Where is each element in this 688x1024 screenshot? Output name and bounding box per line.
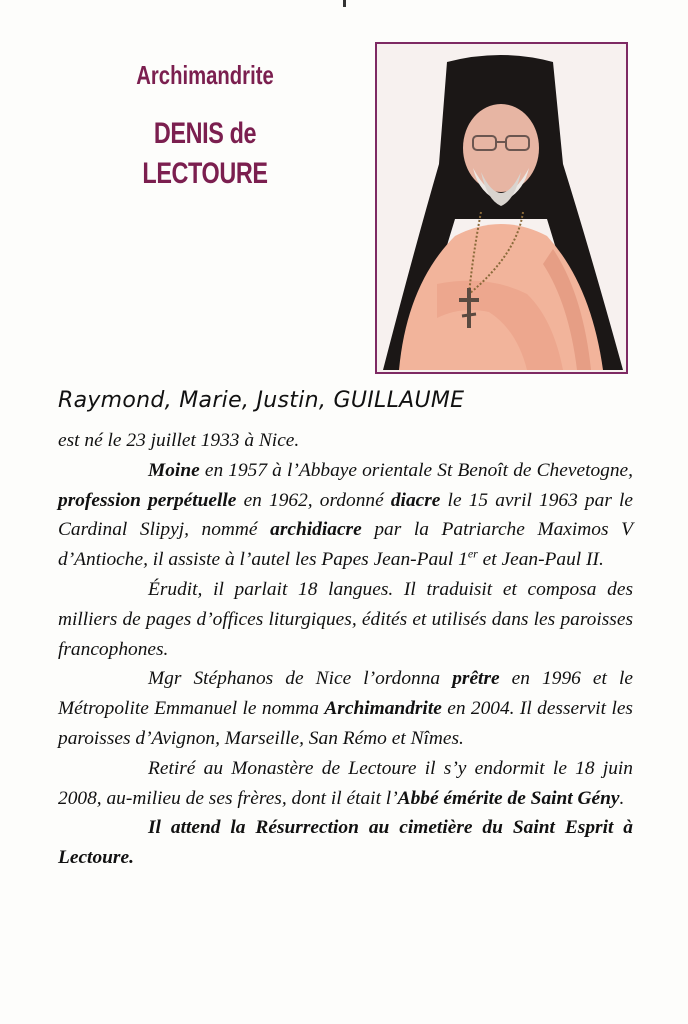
title-line-1: Archimandrite (136, 60, 274, 90)
text-run: et Jean-Paul II. (477, 549, 604, 571)
bold-term: diacre (390, 489, 441, 511)
bold-term: profession perpétuelle (58, 489, 237, 511)
paragraph-priesthood (58, 664, 633, 753)
text-run: en 1957 à l’Abbaye orientale St Benoît de Chevetogne, (199, 459, 633, 481)
paragraph-birth: est né le 23 juillet 1933 à Nice. (58, 430, 300, 451)
text-run: le 15 avril 1963 par le Cardinal Slipyj, nommé (58, 489, 634, 541)
bold-term: prêtre (452, 668, 500, 690)
bold-term: Il attend la Résurrection au cimetière du Saint Esprit à Lectoure. (58, 817, 633, 869)
bold-term: Archimandrite (324, 698, 442, 720)
text-run: en 1962, ordonné (236, 489, 391, 511)
bold-term: Moine (148, 459, 200, 481)
text-run: Mgr Stéphanos de Nice l’ordonna (148, 668, 453, 690)
title-line-2: DENIS de LECTOURE (142, 117, 268, 190)
full-name: Raymond, Marie, Justin, GUILLAUME (58, 388, 465, 413)
paragraph-scholarship: Érudit, il parlait 18 langues. Il traduisit et composa des milliers de pages d’offices liturgiques, édités et utilisés dans les paroisses francophones. (58, 578, 633, 660)
paragraph-monastic-life (58, 456, 633, 575)
text-run: en 2004. Il desservit les paroisses d’Avignon, Marseille, San Rémo et Nîmes. (58, 698, 633, 749)
text-run: en 1996 et le Métropolite Emmanuel le nomma (58, 668, 633, 720)
superscript: er (467, 546, 478, 561)
paragraph-retirement (58, 754, 633, 814)
portrait-photo (375, 42, 628, 374)
top-mark (343, 0, 346, 7)
text-run: . (619, 787, 625, 809)
text-run: par la Patriarche Maximos V d’Antioche, il assiste à l’autel les Papes Jean-Paul 1 (58, 519, 633, 571)
portrait-image (377, 44, 626, 372)
bold-term: Abbé émérite de Saint Gény (397, 787, 620, 809)
paragraph-resting-place (58, 813, 633, 873)
biography-text (58, 426, 633, 873)
title-block (92, 56, 318, 194)
text-run: Retiré au Monastère de Lectoure il s’y endormit le 18 juin 2008, au-milieu de ses frères, dont il était l’ (58, 757, 633, 809)
bold-term: archidiacre (270, 519, 362, 541)
